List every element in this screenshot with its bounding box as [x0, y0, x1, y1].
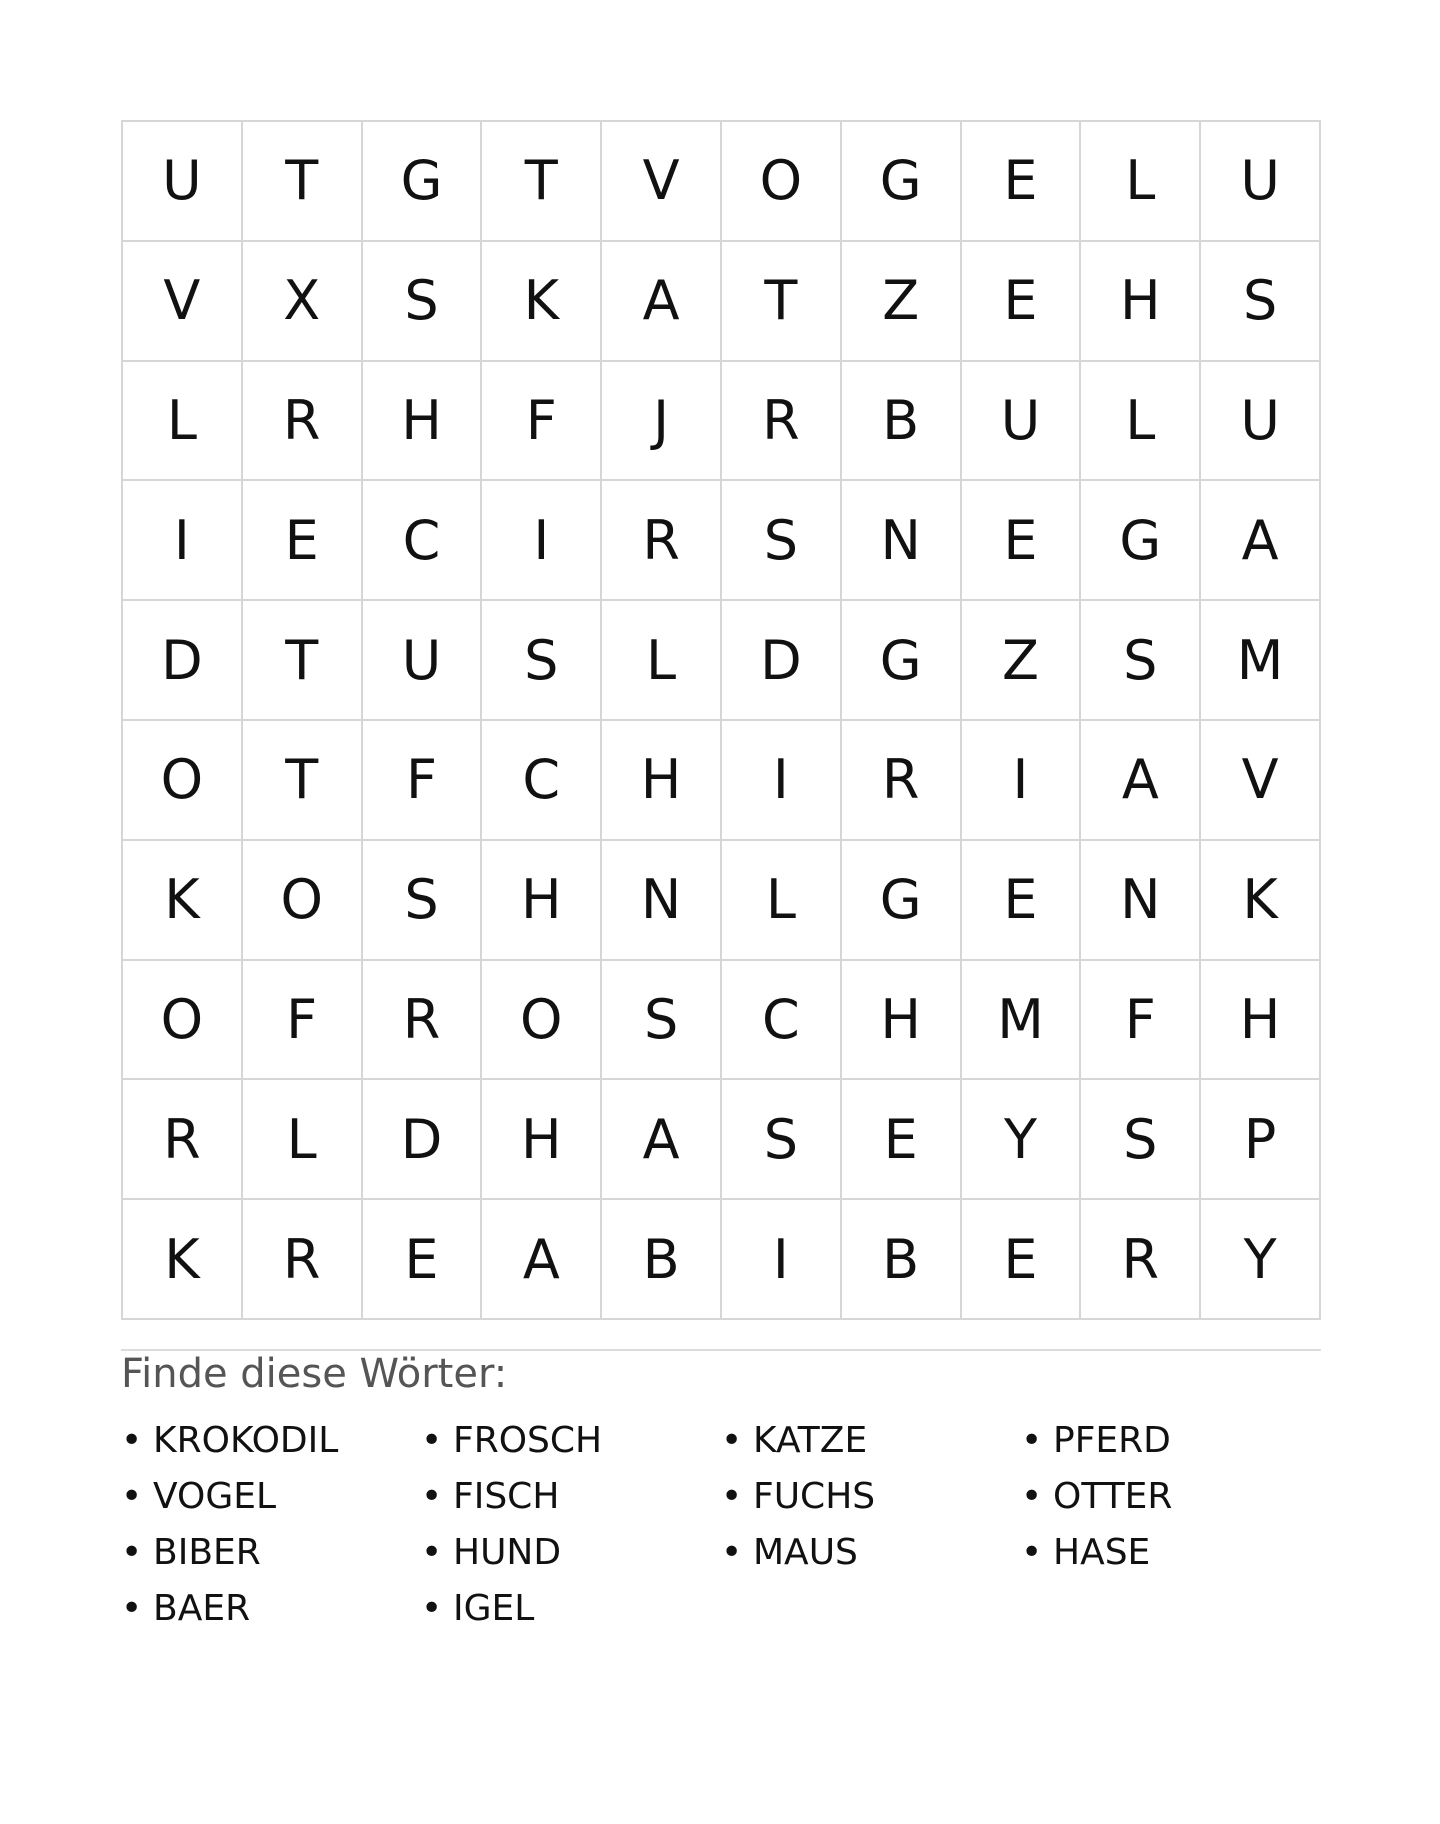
grid-cell[interactable]: A	[1081, 721, 1201, 841]
grid-cell[interactable]: A	[602, 242, 722, 362]
grid-cell[interactable]: Y	[1201, 1200, 1321, 1320]
grid-cell[interactable]: N	[842, 481, 962, 601]
word-label: PFERD	[1053, 1419, 1171, 1461]
word-label: HUND	[453, 1531, 562, 1573]
grid-cell[interactable]: U	[962, 362, 1082, 482]
grid-cell[interactable]: B	[602, 1200, 722, 1320]
bullet-icon: •	[721, 1419, 743, 1461]
grid-cell[interactable]: I	[722, 721, 842, 841]
word-label: VOGEL	[153, 1475, 277, 1517]
grid-cell[interactable]: N	[1081, 841, 1201, 961]
bullet-icon: •	[721, 1475, 743, 1517]
grid-cell[interactable]: R	[123, 1080, 243, 1200]
grid-cell[interactable]: E	[363, 1200, 483, 1320]
grid-cell[interactable]: T	[482, 122, 602, 242]
bullet-icon: •	[721, 1531, 743, 1573]
grid-cell[interactable]: J	[602, 362, 722, 482]
grid-cell[interactable]: T	[243, 122, 363, 242]
grid-cell[interactable]: U	[123, 122, 243, 242]
grid-cell[interactable]: U	[363, 601, 483, 721]
word-label: FROSCH	[453, 1419, 603, 1461]
bullet-icon: •	[421, 1475, 443, 1517]
grid-cell[interactable]: F	[482, 362, 602, 482]
grid-cell[interactable]: R	[602, 481, 722, 601]
word-label: FUCHS	[753, 1475, 876, 1517]
grid-cell[interactable]: P	[1201, 1080, 1321, 1200]
grid-cell[interactable]: U	[1201, 122, 1321, 242]
grid-cell[interactable]: G	[842, 841, 962, 961]
grid-cell[interactable]: S	[722, 1080, 842, 1200]
bullet-icon: •	[421, 1531, 443, 1573]
grid-cell[interactable]: E	[962, 841, 1082, 961]
grid-cell[interactable]: G	[842, 122, 962, 242]
grid-cell[interactable]: V	[123, 242, 243, 362]
grid-cell[interactable]: L	[722, 841, 842, 961]
word-list-title: Finde diese Wörter:	[121, 1351, 508, 1397]
grid-cell[interactable]: H	[1081, 242, 1201, 362]
grid-cell[interactable]: L	[602, 601, 722, 721]
grid-cell[interactable]: R	[243, 362, 363, 482]
bullet-icon: •	[121, 1475, 143, 1517]
grid-cell[interactable]: M	[1201, 601, 1321, 721]
bullet-icon: •	[1021, 1419, 1043, 1461]
word-list-item	[121, 1580, 421, 1636]
grid-cell[interactable]: H	[602, 721, 722, 841]
grid-cell[interactable]: A	[602, 1080, 722, 1200]
word-list-item	[421, 1412, 721, 1468]
word-list-item	[1021, 1412, 1321, 1468]
word-list-item	[421, 1524, 721, 1580]
grid-cell[interactable]: C	[363, 481, 483, 601]
grid-cell[interactable]: C	[722, 961, 842, 1081]
word-label: KROKODIL	[153, 1419, 339, 1461]
grid-cell[interactable]: R	[1081, 1200, 1201, 1320]
grid-cell[interactable]: T	[243, 721, 363, 841]
grid-cell[interactable]: T	[243, 601, 363, 721]
grid-cell[interactable]: I	[722, 1200, 842, 1320]
grid-cell[interactable]: C	[482, 721, 602, 841]
grid-cell[interactable]: O	[243, 841, 363, 961]
grid-cell[interactable]: H	[842, 961, 962, 1081]
word-list-item	[121, 1468, 421, 1524]
grid-cell[interactable]: M	[962, 961, 1082, 1081]
grid-cell[interactable]: L	[123, 362, 243, 482]
grid-cell[interactable]: R	[842, 721, 962, 841]
grid-cell[interactable]: S	[363, 242, 483, 362]
grid-cell[interactable]: E	[962, 1200, 1082, 1320]
grid-cell[interactable]: K	[123, 841, 243, 961]
grid-cell[interactable]: I	[123, 481, 243, 601]
grid-cell[interactable]: G	[842, 601, 962, 721]
word-label: KATZE	[753, 1419, 868, 1461]
grid-cell[interactable]: O	[123, 961, 243, 1081]
grid-cell[interactable]: G	[363, 122, 483, 242]
grid-cell[interactable]: T	[722, 242, 842, 362]
grid-cell[interactable]: L	[1081, 122, 1201, 242]
grid-cell[interactable]: Z	[962, 601, 1082, 721]
word-list-item	[721, 1524, 1021, 1580]
grid-cell[interactable]: H	[482, 841, 602, 961]
grid-cell[interactable]: K	[1201, 841, 1321, 961]
bullet-icon: •	[421, 1587, 443, 1629]
grid-cell[interactable]: F	[1081, 961, 1201, 1081]
grid-cell[interactable]: S	[1081, 601, 1201, 721]
word-label: BIBER	[153, 1531, 261, 1573]
bullet-icon: •	[1021, 1531, 1043, 1573]
grid-cell[interactable]: N	[602, 841, 722, 961]
grid-cell[interactable]: O	[482, 961, 602, 1081]
bullet-icon: •	[121, 1531, 143, 1573]
grid-cell[interactable]: A	[482, 1200, 602, 1320]
grid-cell[interactable]: S	[482, 601, 602, 721]
grid-cell[interactable]: R	[363, 961, 483, 1081]
grid-cell[interactable]: X	[243, 242, 363, 362]
grid-cell[interactable]: S	[363, 841, 483, 961]
grid-cell[interactable]: K	[482, 242, 602, 362]
grid-cell[interactable]: E	[243, 481, 363, 601]
grid-cell[interactable]: L	[1081, 362, 1201, 482]
grid-cell[interactable]: R	[243, 1200, 363, 1320]
grid-cell[interactable]: A	[1201, 481, 1321, 601]
grid-cell[interactable]: O	[722, 122, 842, 242]
word-list-item	[121, 1524, 421, 1580]
grid-cell[interactable]: D	[123, 601, 243, 721]
grid-cell[interactable]: F	[243, 961, 363, 1081]
word-list-item	[421, 1468, 721, 1524]
word-label: HASE	[1053, 1531, 1151, 1573]
bullet-icon: •	[1021, 1475, 1043, 1517]
word-list-item	[1021, 1468, 1321, 1524]
grid-cell[interactable]: H	[482, 1080, 602, 1200]
word-label: BAER	[153, 1587, 251, 1629]
grid-cell[interactable]: G	[1081, 481, 1201, 601]
grid-cell[interactable]: F	[363, 721, 483, 841]
grid-cell[interactable]: S	[602, 961, 722, 1081]
letter-grid	[121, 120, 1321, 1320]
bullet-icon: •	[121, 1419, 143, 1461]
grid-cell[interactable]: I	[482, 481, 602, 601]
grid-cell[interactable]: U	[1201, 362, 1321, 482]
grid-cell[interactable]: E	[962, 122, 1082, 242]
word-list	[121, 1412, 1321, 1636]
grid-cell[interactable]: E	[962, 481, 1082, 601]
word-label: OTTER	[1053, 1475, 1173, 1517]
word-label: MAUS	[753, 1531, 858, 1573]
grid-cell[interactable]: R	[722, 362, 842, 482]
grid-cell[interactable]: D	[363, 1080, 483, 1200]
grid-cell[interactable]: E	[962, 242, 1082, 362]
word-label: FISCH	[453, 1475, 560, 1517]
grid-cell[interactable]: E	[842, 1080, 962, 1200]
grid-cell[interactable]: Z	[842, 242, 962, 362]
grid-cell[interactable]: S	[1081, 1080, 1201, 1200]
grid-cell[interactable]: H	[1201, 961, 1321, 1081]
word-list-item	[421, 1580, 721, 1636]
bullet-icon: •	[421, 1419, 443, 1461]
word-list-item	[721, 1412, 1021, 1468]
grid-cell[interactable]: V	[1201, 721, 1321, 841]
word-list-item	[721, 1468, 1021, 1524]
grid-cell[interactable]: O	[123, 721, 243, 841]
grid-cell[interactable]: B	[842, 362, 962, 482]
word-list-item	[121, 1412, 421, 1468]
grid-cell[interactable]: H	[363, 362, 483, 482]
word-label: IGEL	[453, 1587, 535, 1629]
grid-cell[interactable]: D	[722, 601, 842, 721]
grid-cell[interactable]: V	[602, 122, 722, 242]
bullet-icon: •	[121, 1587, 143, 1629]
grid-cell[interactable]: B	[842, 1200, 962, 1320]
word-list-item	[1021, 1524, 1321, 1580]
grid-cell[interactable]: S	[1201, 242, 1321, 362]
grid-cell[interactable]: L	[243, 1080, 363, 1200]
grid-cell[interactable]: I	[962, 721, 1082, 841]
grid-cell[interactable]: S	[722, 481, 842, 601]
grid-cell[interactable]: Y	[962, 1080, 1082, 1200]
grid-cell[interactable]: K	[123, 1200, 243, 1320]
